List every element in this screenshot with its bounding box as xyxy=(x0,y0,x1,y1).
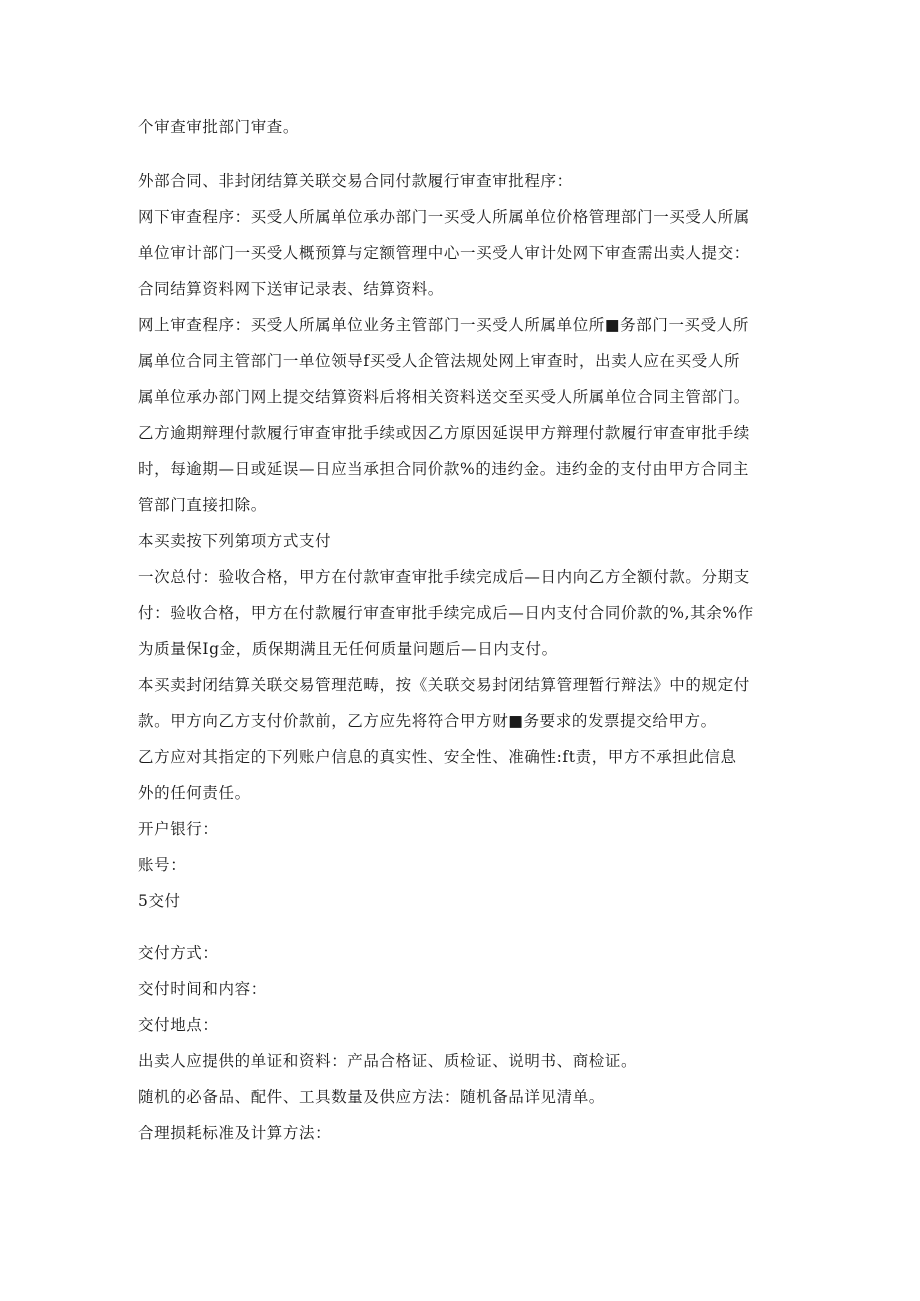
text-line: 出卖人应提供的单证和资料：产品合格证、质检证、说明书、商检证。 xyxy=(138,1052,638,1070)
text-line: 乙方逾期辩理付款履行审查审批手续或因乙方原因延误甲方辩理付款履行审查审批手续 xyxy=(138,424,750,442)
text-line: 合同结算资料网下送审记录表、结算资料。 xyxy=(138,280,444,298)
text-line: 合理损耗标准及计算方法： xyxy=(138,1124,332,1142)
text-line: 外部合同、非封闭结算关联交易合同付款履行审查审批程序： xyxy=(138,172,573,190)
text-line: 时，每逾期—日或延误—日应当承担合同价款%的违约金。违约金的支付由甲方合同主 xyxy=(138,460,750,478)
text-line: 开户银行： xyxy=(138,820,219,838)
text-line: 属单位合同主管部门一单位领导f买受人企管法规处网上审查时，出卖人应在买受人所 xyxy=(138,352,741,370)
text-line: 款。甲方向乙方支付价款前，乙方应先将符合甲方财■务要求的发票提交给甲方。 xyxy=(138,712,717,730)
text-line: 账号： xyxy=(138,856,187,874)
text-line: 一次总付：验收合格，甲方在付款审查审批手续完成后—日内向乙方全额付款。分期支 xyxy=(138,568,750,586)
text-line: 管部门直接扣除。 xyxy=(138,496,267,514)
text-line: 个审查审批部门审查。 xyxy=(138,118,300,136)
text-line: 本买卖封闭结算关联交易管理范畴，按《关联交易封闭结算管理暂行辩法》中的规定付 xyxy=(138,676,750,694)
text-line: 本买卖按下列第项方式支付 xyxy=(138,532,332,550)
text-line: 付：验收合格，甲方在付款履行审查审批手续完成后—日内支付合同价款的%,其余%作 xyxy=(138,604,754,622)
text-line: 交付方式： xyxy=(138,944,219,962)
text-line: 单位审计部门一买受人概预算与定额管理中心一买受人审计处网下审查需出卖人提交： xyxy=(138,244,750,262)
text-line: 为质量保Ig金，质保期满且无任何质量问题后—日内支付。 xyxy=(138,640,558,658)
text-line: 网上审查程序：买受人所属单位业务主管部门一买受人所属单位所■务部门一买受人所 xyxy=(138,316,749,334)
text-line: 交付时间和内容： xyxy=(138,980,267,998)
section-heading: 5交付 xyxy=(138,892,181,910)
text-line: 乙方应对其指定的下列账户信息的真实性、安全性、准确性:ft责，甲方不承担此信息 xyxy=(138,748,737,766)
text-line: 交付地点： xyxy=(138,1016,219,1034)
text-line: 属单位承办部门网上提交结算资料后将相关资料送交至买受人所属单位合同主管部门。 xyxy=(138,388,750,406)
text-line: 随机的必备品、配件、工具数量及供应方法：随机备品详见清单。 xyxy=(138,1088,605,1106)
text-line: 外的任何责任。 xyxy=(138,784,251,802)
text-line: 网下审查程序：买受人所属单位承办部门一买受人所属单位价格管理部门一买受人所属 xyxy=(138,208,750,226)
